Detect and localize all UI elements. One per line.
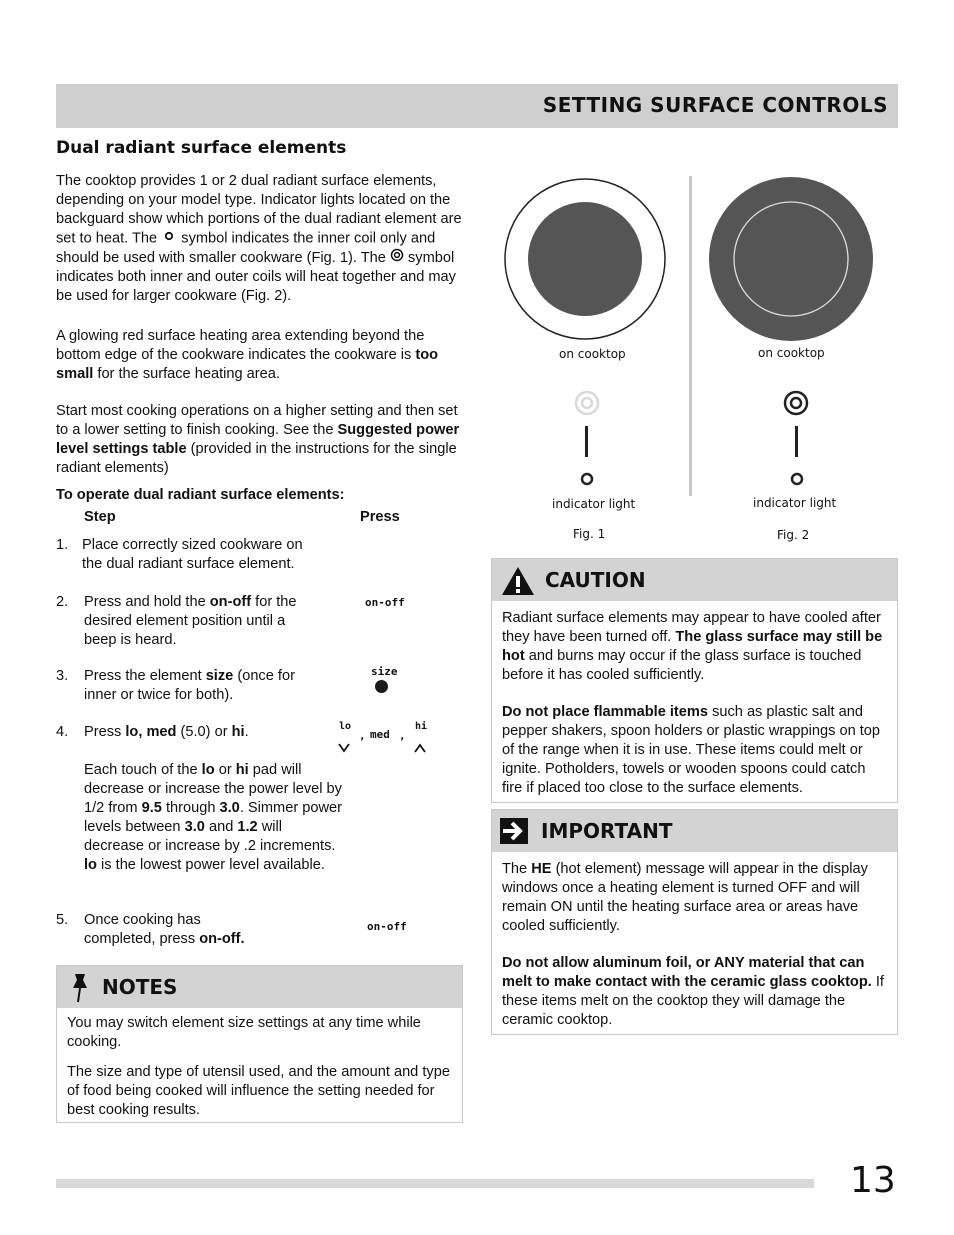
page-title: SETTING SURFACE CONTROLS [542, 93, 888, 117]
caution-paragraph-1 [502, 609, 887, 685]
page-number: 13 [850, 1160, 896, 1201]
dual-coil-indicator-active-icon [783, 390, 809, 420]
detail-text: . Simmer power levels between [84, 800, 342, 835]
fig2-caption: Fig. 2 [777, 528, 810, 542]
step-column-header: Step [84, 509, 116, 525]
step-text-bold: on-off. [199, 931, 245, 947]
fig1-cooktop-label: on cooktop [559, 347, 626, 361]
important-paragraph-1 [502, 860, 887, 936]
on-off-pad-label: on-off [367, 920, 407, 933]
detail-bold: 3.0 [184, 819, 205, 835]
detail-text: is the lowest power level available. [101, 857, 325, 873]
step-text-part: Once cooking has completed, press [84, 912, 201, 947]
step-text-part: Press the element [84, 668, 202, 684]
dual-coil-indicator-inactive-icon [574, 390, 600, 420]
important-box [491, 809, 898, 1035]
detail-text: or [218, 762, 232, 778]
intro-paragraph-2 [56, 327, 468, 384]
important-paragraph-2 [502, 954, 887, 1030]
hi-pad-label: hi [415, 721, 428, 732]
step-text-bold: hi [231, 724, 245, 740]
med-pad-label: med [370, 728, 390, 741]
dual-coil-symbol-icon [390, 248, 404, 268]
important-header [492, 810, 897, 852]
operate-title: To operate dual radiant surface elements: [56, 487, 345, 503]
footer-rule [56, 1179, 814, 1188]
caution-body [492, 601, 897, 804]
notes-paragraph-1: You may switch element size settings at any time while cooking. [67, 1015, 421, 1050]
section-title: Dual radiant surface elements [56, 138, 347, 158]
fig1-indicator-label: indicator light [552, 497, 636, 511]
detail-text: Each touch of the [84, 762, 198, 778]
fig2-cooktop-label: on cooktop [758, 346, 825, 360]
step-text-part: (once for inner or twice for both). [84, 668, 295, 703]
arrow-right-icon [500, 818, 528, 848]
detail-bold: 9.5 [141, 800, 162, 816]
step-text-part: Press [84, 724, 122, 740]
intro-text: for the surface heating area. [97, 366, 280, 382]
warning-triangle-icon [500, 565, 536, 601]
intro-bold: too small [56, 347, 439, 382]
caution-text: Radiant surface elements may appear to have cooled after they have been turned off. [502, 610, 881, 645]
notes-header [57, 966, 462, 1008]
detail-bold: hi [235, 762, 249, 778]
caution-bold: The glass surface may still be hot [502, 629, 883, 664]
step-4-detail [84, 761, 346, 875]
detail-text: and [208, 819, 234, 835]
pushpin-icon [69, 972, 93, 1008]
press-column-header: Press [360, 509, 400, 525]
caution-title: CAUTION [545, 568, 646, 592]
step-number: 5. [56, 912, 69, 928]
step-text-bold: lo, med [125, 724, 177, 740]
chevron-up-icon [414, 738, 426, 757]
size-pad-dot-icon [375, 680, 388, 693]
detail-bold: 3.0 [219, 800, 240, 816]
step-text-bold: size [205, 668, 234, 684]
step-text-part: . [244, 724, 249, 740]
fig1-element-diagram [503, 177, 667, 345]
intro-text: (provided in the instructions for the single radiant elements) [56, 441, 457, 476]
step-text-bold: on-off [209, 594, 252, 610]
important-title: IMPORTANT [541, 819, 673, 843]
intro-text: The cooktop provides 1 or 2 dual radiant surface elements, depending on your model type. Indicator lights located on the backguard show which portions of the dual radiant element are set to heat. The [56, 173, 462, 247]
step-text-part: (5.0) or [180, 724, 228, 740]
caution-bold: Do not place flammable items [502, 704, 708, 720]
step-number: 1. [56, 537, 69, 553]
header-bar [56, 84, 898, 128]
indicator-connector-line [795, 426, 798, 457]
detail-bold: lo [84, 857, 97, 873]
intro-text: symbol indicates both inner and outer coils will heat together and may be used for larger cookware (Fig. 2). [56, 250, 456, 305]
caution-text: and burns may occur if the glass surface is touched before it has cooled sufficiently. [502, 648, 862, 683]
notes-paragraph-2: The size and type of utensil used, and the amount and type of food being cooked will influence the setting needed for best cooking results. [67, 1064, 450, 1118]
indicator-connector-line [585, 426, 588, 457]
step-text [84, 667, 324, 705]
fig1-caption: Fig. 1 [573, 527, 606, 541]
detail-text: pad will decrease or increase the power level by 1/2 from [84, 762, 342, 816]
intro-text: symbol indicates the inner coil only and should be used with smaller cookware (Fig. 1). The [56, 230, 436, 267]
step-number: 4. [56, 724, 69, 740]
inner-coil-indicator-icon [790, 471, 804, 490]
step-text: Place correctly sized cookware on the dual radiant surface element. [82, 537, 303, 572]
important-bold: Do not allow aluminum foil, or ANY material that can melt to make contact with the ceramic glass cooktop. [502, 955, 872, 990]
inner-coil-indicator-icon [580, 471, 594, 490]
size-pad-label: size [371, 665, 398, 678]
chevron-down-icon [338, 738, 350, 757]
intro-text: Start most cooking operations on a higher setting and then set to a lower setting to finish cooking. See the [56, 403, 458, 438]
intro-bold: Suggested power level settings table [56, 422, 460, 457]
caution-text: such as plastic salt and pepper shakers, spoon holders or plastic wrappings on top of the range when it is in use. These items could melt or ignite. Potholders, towels or wooden spoons could catch fire if placed too close to the surface elements. [502, 704, 881, 796]
step-number: 3. [56, 668, 69, 684]
fig2-element-diagram [708, 176, 874, 346]
notes-box [56, 965, 463, 1123]
caution-box [491, 558, 898, 803]
step-text [84, 593, 314, 650]
step-text [84, 911, 274, 949]
intro-paragraph-3 [56, 402, 468, 478]
notes-body [57, 1008, 462, 1126]
on-off-pad-label: on-off [365, 596, 405, 609]
step-text [84, 723, 334, 742]
notes-title: NOTES [102, 975, 178, 999]
intro-paragraph-1 [56, 172, 468, 306]
intro-text: A glowing red surface heating area extending beyond the bottom edge of the cookware indicates the cookware is [56, 328, 425, 363]
inner-coil-symbol-icon [161, 229, 177, 248]
separator-comma: , [399, 729, 406, 742]
detail-text: through [165, 800, 216, 816]
caution-header [492, 559, 897, 601]
detail-bold: 1.2 [237, 819, 258, 835]
caution-paragraph-2 [502, 703, 887, 798]
detail-text: will decrease or increase by .2 increments. [84, 819, 336, 854]
lo-pad-label: lo [339, 721, 352, 732]
step-number: 2. [56, 594, 69, 610]
important-text: The [502, 861, 528, 877]
fig2-indicator-label: indicator light [753, 496, 837, 510]
important-body [492, 852, 897, 1036]
figure-divider [689, 176, 692, 496]
step-text-part: Press and hold the [84, 594, 206, 610]
step-text-part: for the desired element position until a beep is heard. [84, 594, 297, 648]
important-text: (hot element) message will appear in the display windows once a heating element is turned OFF and will remain ON until the heating surface area or areas have cooled sufficiently. [502, 861, 868, 934]
important-bold: HE [531, 861, 552, 877]
detail-bold: lo [201, 762, 215, 778]
separator-comma: , [359, 729, 366, 742]
important-text: If these items melt on the cooktop they will damage the ceramic cooktop. [502, 974, 884, 1028]
